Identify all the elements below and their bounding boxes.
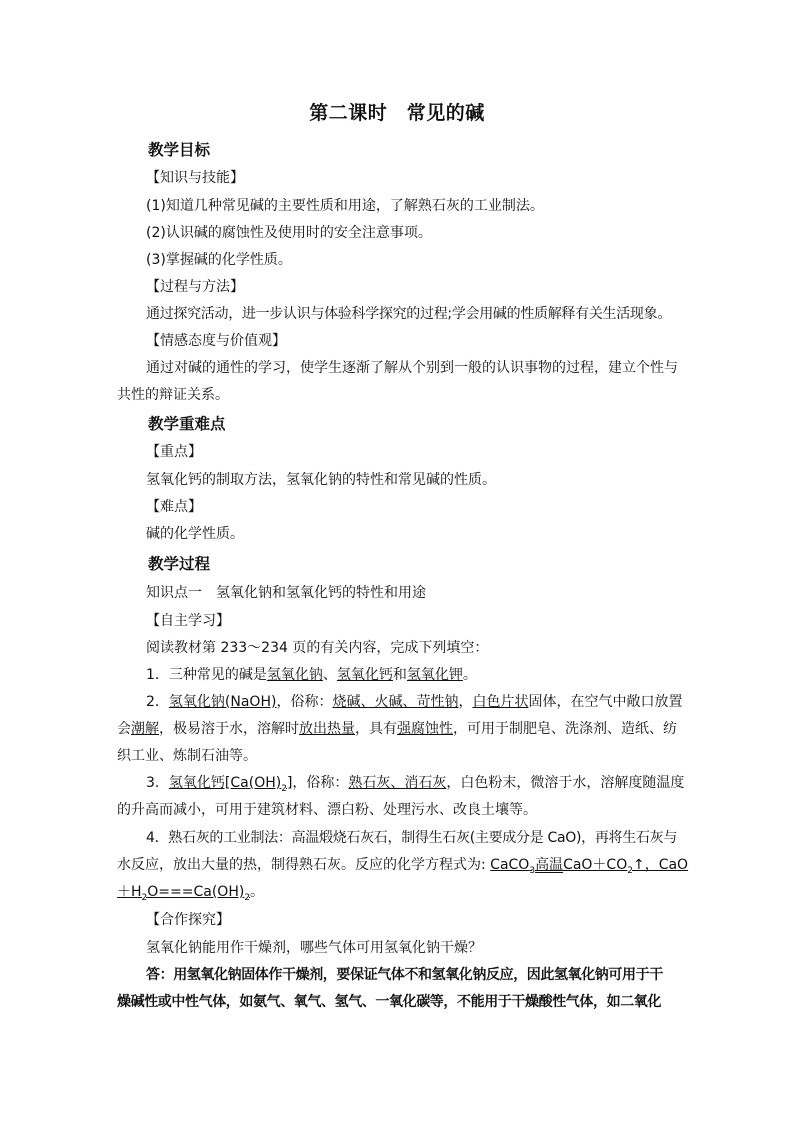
answer-blank: 氢氧化钾: [406, 667, 463, 683]
process-method-text: 通过探究活动，进一步认识与体验科学探究的过程;学会用碱的性质解释有关生活现象。: [146, 306, 672, 322]
label-cooperative-inquiry: 【合作探究】: [146, 912, 230, 928]
fill-item-4-line3: $+H_2O===Ca(OH)_2$。: [117, 884, 265, 903]
fill-item-4-line2: 水反应，放出大量的热，制得熟石灰。反应的化学方程式为: CaCO$_3$高温$CaO+CO_2↑$，CaO: [117, 857, 689, 876]
emotion-text-line1: 通过对碱的通性的学习，使学生逐渐了解从个别到一般的认识事物的过程，建立个性与: [146, 360, 678, 376]
difficult-points-text: 碱的化学性质。: [146, 526, 244, 542]
answer-blank: 氢氧化钠(NaOH): [168, 694, 277, 710]
fill-item-2-line2: 会潮解，极易溶于水，溶解时放出热量，具有强腐蚀性，可用于制肥皂、洗涤剂、造纸、纺: [117, 721, 677, 737]
fill-item-2-line3: 织工业、炼制石油等。: [117, 748, 257, 764]
label-emotion-values: 【情感态度与价值观】: [146, 333, 286, 349]
answer-blank: 熟石灰、消石灰: [348, 775, 447, 791]
answer-blank: 放出热量: [299, 721, 355, 737]
page-title: 第二课时 常见的碱: [309, 102, 485, 124]
label-process-method: 【过程与方法】: [146, 279, 244, 295]
label-knowledge-skills: 【知识与技能】: [146, 170, 244, 186]
inquiry-question: 氢氧化钠能用作干燥剂，哪些气体可用氢氧化钠干燥？: [146, 940, 482, 956]
answer-line2: 燥碱性或中性气体，如氨气、氧气、氢气、一氧化碳等，不能用于干燥酸性气体，如二氧化: [117, 994, 661, 1010]
fill-item-4-line1: 4．熟石灰的工业制法：高温煅烧石灰石，制得生石灰(主要成分是 CaO)，再将生石灰与: [146, 830, 678, 846]
answer-blank: 氢氧化钙$[Ca(OH)_2]$: [168, 775, 293, 794]
goal-3: (3)掌握碱的化学性质。: [146, 252, 292, 268]
label-self-study: 【自主学习】: [146, 613, 230, 629]
answer-blank: 强腐蚀性: [397, 721, 453, 737]
answer-line1: 答：用氢氧化钠固体作干燥剂，要保证气体不和氢氧化钠反应，因此氢氧化钠可用于干: [146, 967, 663, 983]
fill-item-2-line1: 2．氢氧化钠(NaOH)，俗称：烧碱、火碱、苛性钠，白色片状固体，在空气中敞口放置: [146, 694, 683, 710]
fill-item-1: 1．三种常见的碱是氢氧化钠、氢氧化钙和氢氧化钾。: [146, 667, 477, 683]
chemical-equation: $+H_2O===Ca(OH)_2$: [117, 884, 251, 903]
key-points-text: 氢氧化钙的制取方法，氢氧化钠的特性和常见碱的性质。: [146, 472, 496, 488]
section-key-difficult: 教学重难点: [148, 415, 226, 433]
goal-1: (1)知道几种常见碱的主要性质和用途，了解熟石灰的工业制法。: [146, 198, 544, 214]
section-teaching-goals: 教学目标: [148, 141, 211, 159]
reading-instruction: 阅读教材第 233～234 页的有关内容，完成下列填空：: [146, 640, 489, 656]
label-difficult-points: 【难点】: [146, 499, 202, 515]
knowledge-point-1: 知识点一 氢氧化钠和氢氧化钙的特性和用途: [146, 585, 426, 601]
fill-item-3-line2: 的升高而减小，可用于建筑材料、漂白粉、处理污水、改良土壤等。: [117, 802, 537, 818]
label-key-points: 【重点】: [146, 444, 202, 460]
fill-item-3-line1: 3．氢氧化钙$[Ca(OH)_2]$，俗称：熟石灰、消石灰，白色粉末，微溶于水，溶解度随温度: [146, 775, 685, 794]
answer-blank: 氢氧化钙: [336, 667, 393, 683]
goal-2: (2)认识碱的腐蚀性及使用时的安全注意事项。: [146, 225, 432, 241]
answer-blank: 潮解: [131, 721, 159, 737]
chemical-equation: CaCO$_3$高温$CaO+CO_2↑$，CaO: [490, 857, 689, 876]
answer-blank: 烧碱、火碱、苛性钠: [332, 694, 459, 710]
section-teaching-process: 教学过程: [148, 555, 211, 573]
emotion-text-line2: 共性的辩证关系。: [117, 387, 229, 403]
answer-blank: 白色片状: [472, 694, 529, 710]
answer-blank: 氢氧化钠: [266, 667, 323, 683]
